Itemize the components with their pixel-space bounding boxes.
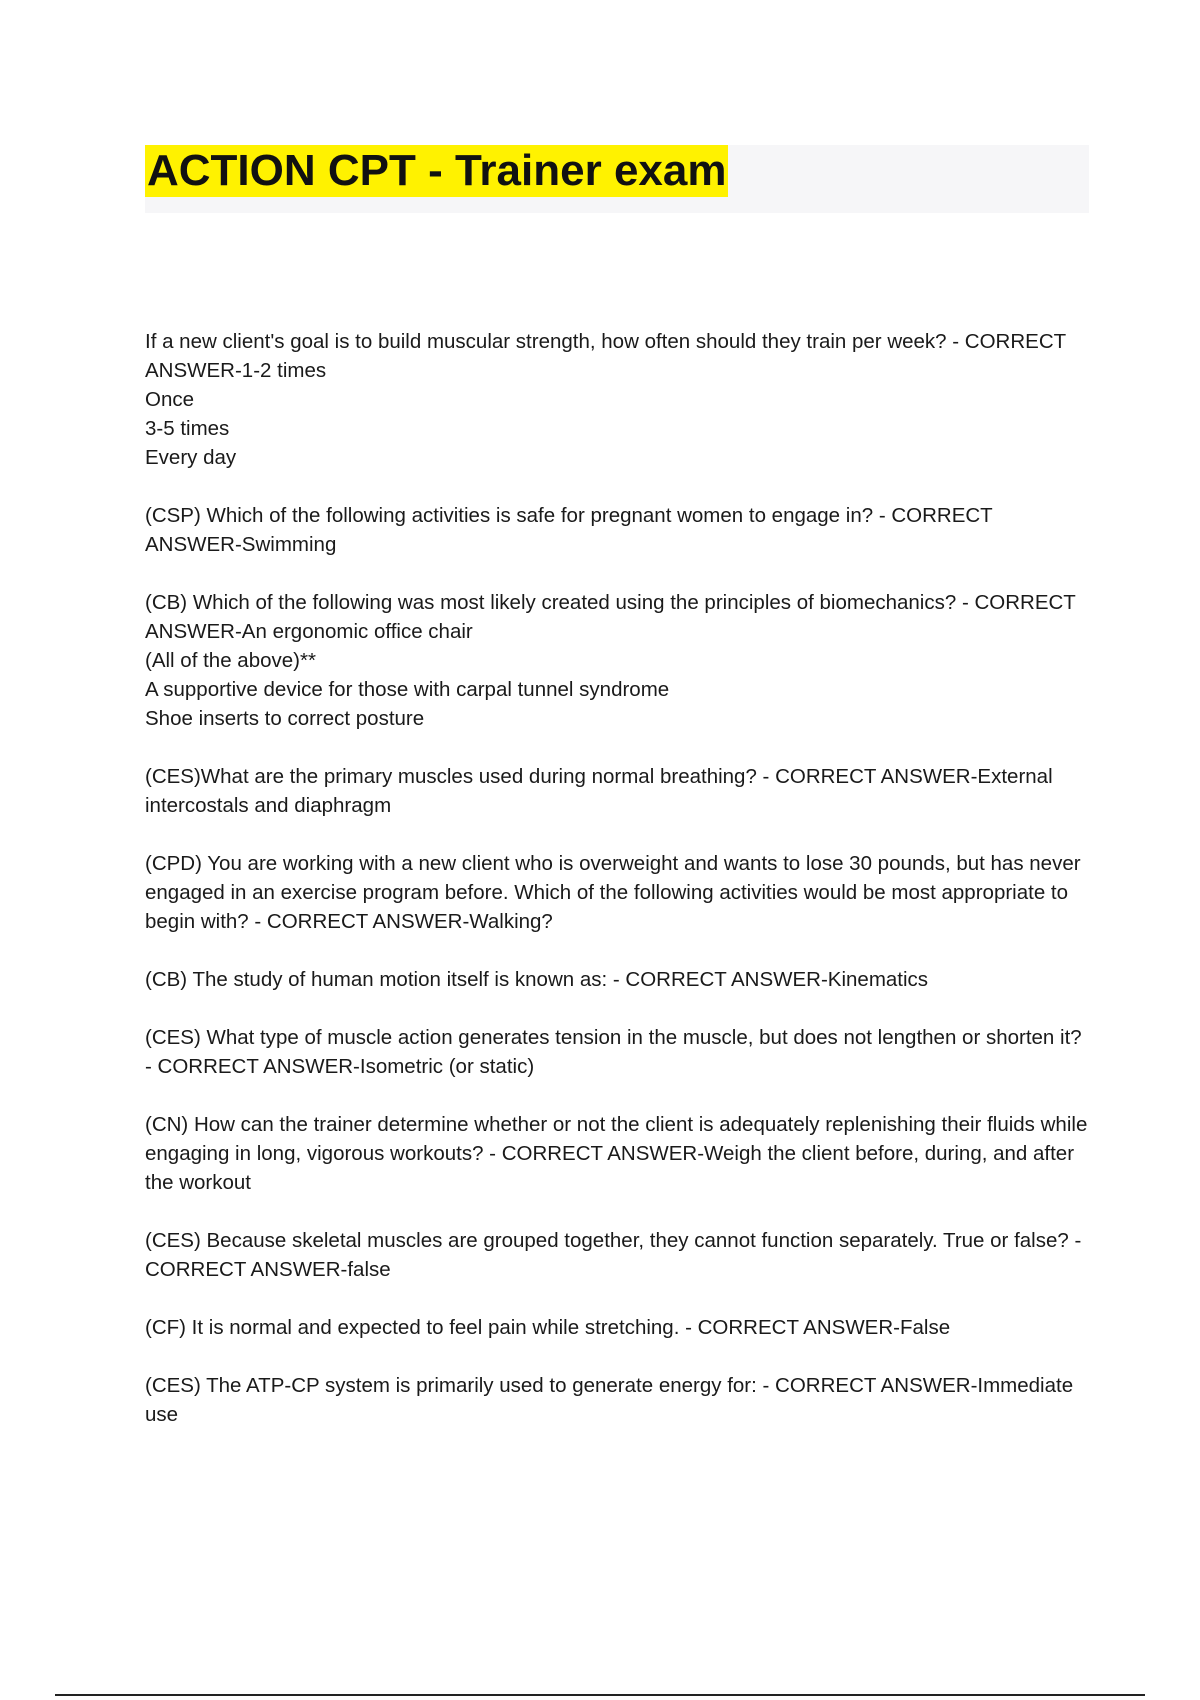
qa-item <box>145 501 1090 559</box>
qa-item <box>145 327 1090 472</box>
answer-option: (All of the above)** <box>145 649 316 672</box>
qa-item <box>145 1371 1090 1429</box>
qa-item <box>145 1023 1090 1081</box>
qa-item <box>145 1110 1090 1197</box>
answer-option: A supportive device for those with carpal tunnel syndrome <box>145 678 670 701</box>
document-title: ACTION CPT - Trainer exam <box>147 146 727 195</box>
question-text: (CSP) Which of the following activities is safe for pregnant women to engage in? - CORRECT ANSWER-Swimming <box>145 504 993 556</box>
question-text: (CES) The ATP-CP system is primarily used to generate energy for: - CORRECT ANSWER-Immediate use <box>145 1374 1074 1426</box>
question-text: (CF) It is normal and expected to feel pain while stretching. - CORRECT ANSWER-False <box>145 1316 951 1339</box>
question-text: (CES) What type of muscle action generates tension in the muscle, but does not lengthen or shorten it? - CORRECT ANSWER-Isometric (or static) <box>145 1026 1082 1078</box>
answer-option: Shoe inserts to correct posture <box>145 707 425 730</box>
question-text: (CB) The study of human motion itself is known as: - CORRECT ANSWER-Kinematics <box>145 968 929 991</box>
question-text: (CES) Because skeletal muscles are grouped together, they cannot function separately. True or false? - CORRECT ANSWER-false <box>145 1229 1082 1281</box>
question-text: (CB) Which of the following was most likely created using the principles of biomechanics? - CORRECT ANSWER-An ergonomic office chair <box>145 591 1076 643</box>
answer-option: Every day <box>145 446 237 469</box>
qa-item <box>145 965 1090 994</box>
qa-item <box>145 1226 1090 1284</box>
qa-item <box>145 1313 1090 1342</box>
footer-rule <box>55 1694 1145 1696</box>
qa-item <box>145 588 1090 733</box>
answer-option: Once <box>145 388 194 411</box>
question-text: (CES)What are the primary muscles used during normal breathing? - CORRECT ANSWER-External intercostals and diaphragm <box>145 765 1053 817</box>
qa-item <box>145 762 1090 820</box>
question-text: If a new client's goal is to build muscular strength, how often should they train per week? - CORRECT ANSWER-1-2 times <box>145 330 1066 382</box>
answer-option: 3-5 times <box>145 417 230 440</box>
question-text: (CPD) You are working with a new client who is overweight and wants to lose 30 pounds, but has never engaged in an exercise program before. Which of the following activities would be most appropriate to begin with? - CORRECT ANSWER-Walking? <box>145 852 1081 933</box>
qa-list <box>145 327 1090 1458</box>
question-text: (CN) How can the trainer determine whether or not the client is adequately replenishing their fluids while engaging in long, vigorous workouts? - CORRECT ANSWER-Weigh the client before, during, and after the workout <box>145 1113 1088 1194</box>
qa-item <box>145 849 1090 936</box>
